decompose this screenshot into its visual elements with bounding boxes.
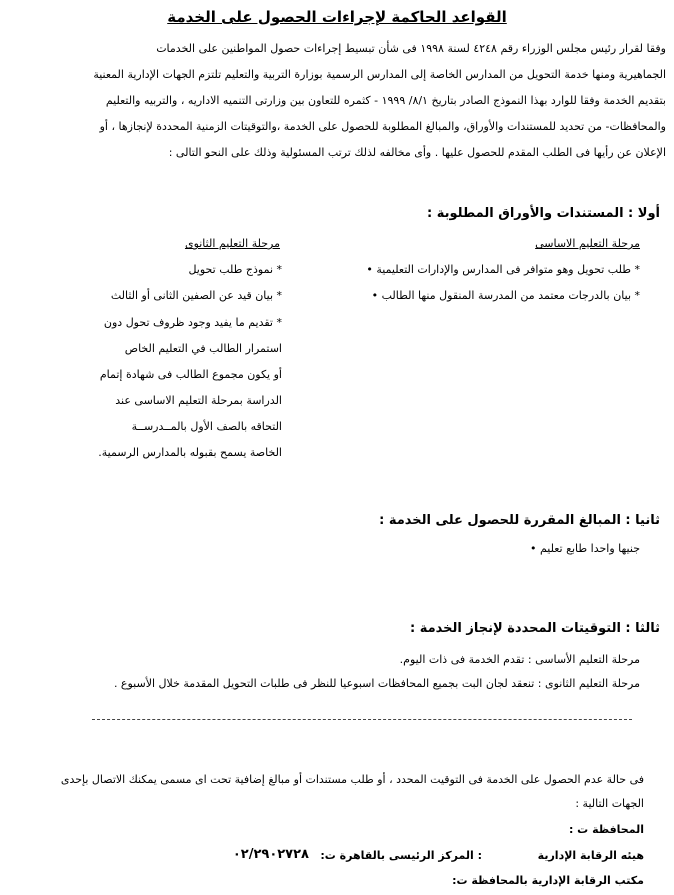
intro-line-3: بتقديم الخدمة وفقا للوارد بهذا النموذج الصادر بتاريخ ٨/١/ ١٩٩٩ - كثمره للتعاون بين وزارتى التنميه الاداريه ، والتربيه والتعليم <box>105 94 666 107</box>
section-2-text: جنيها واحدا طابع تعليم • <box>529 542 640 555</box>
basic-stage-title: مرحلة التعليم الاساسى <box>535 237 640 250</box>
footer-hq-phone: ٠٢/٢٩٠٢٧٢٨ <box>232 847 309 862</box>
secondary-item-6: الدراسة بمرحلة التعليم الاساسى عند <box>115 394 282 407</box>
section-3-line-2: مرحلة التعليم الثانوى : تنعقد لجان البت بجميع المحافظات اسبوعيا للنظر فى طلبات التحويل المقدمة خلال الأسبوع . <box>113 677 640 690</box>
basic-item-1: * طلب تحويل وهو متوافر فى المدارس والإدارات التعليمية • <box>366 263 640 276</box>
secondary-item-7: التحاقه بالصف الأول بالمــدرســة <box>131 420 282 433</box>
footer-office: مكتب الرقابة الإدارية بالمحافظة ت: <box>452 874 644 887</box>
secondary-item-2: * بيان قيد عن الصفين الثانى أو الثالث <box>110 289 282 302</box>
section-3-line-1: مرحلة التعليم الأساسى : تقدم الخدمة فى ذات اليوم. <box>399 653 640 666</box>
intro-line-1: وفقا لقرار رئيس مجلس الوزراء رقم ٤٢٤٨ لسنة ١٩٩٨ فى شأن تبسيط إجراءات حصول المواطنين على الخدمات <box>156 42 666 55</box>
section-2-heading: ثانيا : المبالغ المقررة للحصول على الخدمة : <box>379 513 660 528</box>
intro-line-2: الجماهيرية ومنها خدمة التحويل من المدارس الخاصة إلى المدارس الرسمية بوزارة التربية والتعليم تلتزم الجهات الإدارية المعنية <box>93 68 666 81</box>
intro-line-5: الإعلان عن رأيها فى الطلب المقدم للحصول عليها . وأى مخالفه لذلك ترتب المسئولية وذلك على النحو التالى : <box>168 146 666 159</box>
section-3-heading: ثالثا : التوقيتات المحددة لإنجاز الخدمة : <box>410 621 660 636</box>
basic-item-2: * بيان بالدرجات معتمد من المدرسة المنقول منها الطالب • <box>371 289 640 302</box>
separator-line <box>92 719 632 720</box>
page-title: القواعد الحاكمة لإجراءات الحصول على الخدمة <box>167 8 507 26</box>
section-1-heading: أولا : المستندات والأوراق المطلوبة : <box>427 206 660 221</box>
secondary-item-5: أو يكون مجموع الطالب فى شهادة إتمام <box>99 368 282 381</box>
footer-hq-label: : المركز الرئيسى بالقاهرة ت: <box>320 849 482 862</box>
footer-governorate: المحافظة ت : <box>568 823 644 836</box>
secondary-item-1: * نموذج طلب تحويل <box>188 263 282 276</box>
secondary-item-3: * تقديم ما يفيد وجود ظروف تحول دون <box>103 316 282 329</box>
intro-line-4: والمحافظات- من تحديد للمستندات والأوراق، والمبالغ المطلوبة للحصول على الخدمة ،والتوقيتات الزمنية المحددة لإنجازها ، أو <box>99 120 666 133</box>
secondary-stage-title: مرحلة التعليم الثانوى <box>184 237 280 250</box>
footer-line-1: فى حالة عدم الحصول على الخدمة فى التوقيت المحدد ، أو طلب مستندات أو مبالغ إضافية تحت اى مسمى يمكنك الاتصال بإحدى <box>60 773 644 786</box>
footer-authority: هيئه الرقابة الإدارية <box>537 849 644 862</box>
secondary-item-8: الخاصة يسمح بقبوله بالمدارس الرسمية. <box>98 446 282 459</box>
footer-line-2: الجهات التالية : <box>575 797 644 810</box>
secondary-item-4: استمرار الطالب في التعليم الخاص <box>124 342 282 355</box>
